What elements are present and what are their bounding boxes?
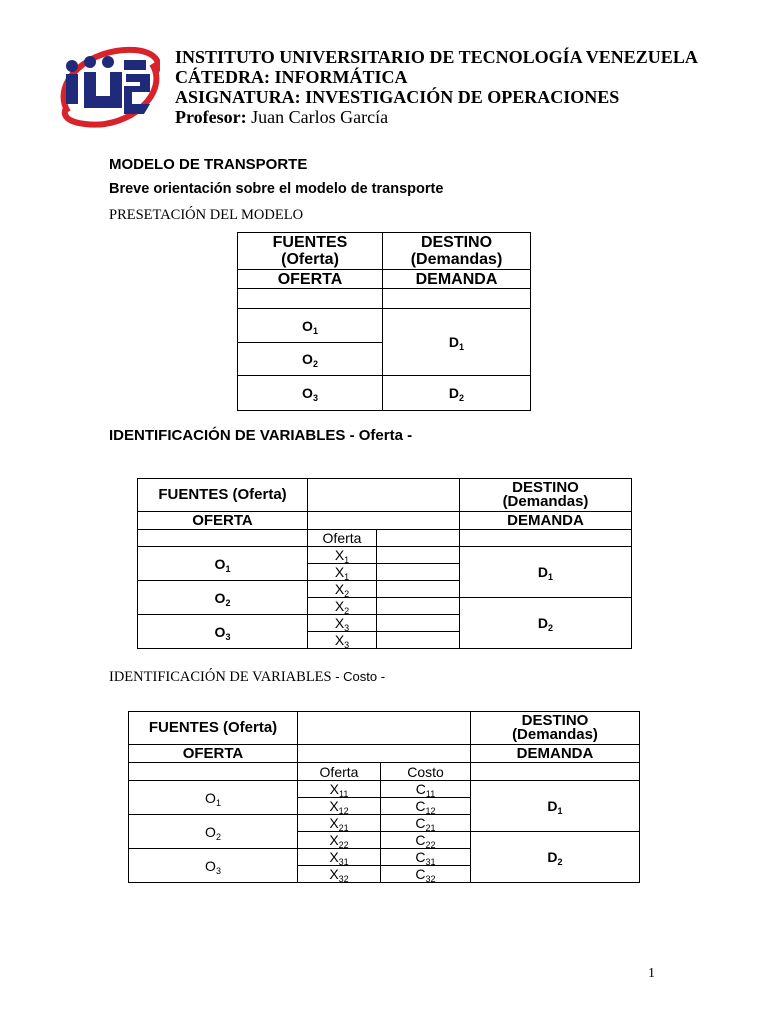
variable-cell: $X_2$ (308, 598, 377, 615)
source-o2: $O_2$ (129, 815, 298, 849)
section-title-oferta: IDENTIFICACIÓN DE VARIABLES - Oferta - (109, 427, 413, 444)
source-o3: $O_3$ (138, 615, 308, 649)
empty-cell (377, 632, 460, 649)
header-oferta: OFERTA (138, 512, 308, 530)
header-fuentes: FUENTES (Oferta) (238, 233, 383, 270)
header-destino: DESTINO (Demandas) (383, 233, 531, 270)
header-fuentes: FUENTES (Oferta) (138, 479, 308, 512)
empty-cell (460, 530, 632, 547)
variable-cell: $X_2$ (308, 581, 377, 598)
empty-cell (308, 479, 460, 512)
caption-presentacion: PRESETACIÓN DEL MODELO (109, 207, 304, 223)
institute-logo (60, 42, 160, 132)
column-costo: Costo (381, 763, 471, 781)
institute-name: INSTITUTO UNIVERSITARIO DE TECNOLOGÍA VENEZUELA (175, 47, 698, 67)
header-destino: DESTINO (Demandas) (460, 479, 632, 512)
asignatura: ASIGNATURA: INVESTIGACIÓN DE OPERACIONES (175, 87, 620, 107)
header (175, 47, 698, 127)
demand-d1: $D_1$ (460, 547, 632, 598)
profesor (175, 107, 698, 127)
column-oferta: Oferta (308, 530, 377, 547)
source-o1: $O_1$ (238, 309, 383, 343)
variable-cell: $X_1$ (308, 547, 377, 564)
variable-cell: $X_{12}$ (298, 798, 381, 815)
header-demanda: DEMANDA (383, 270, 531, 289)
empty-cell (377, 564, 460, 581)
empty-cell (238, 289, 383, 309)
variable-cell: $X_{31}$ (298, 849, 381, 866)
header-oferta: OFERTA (238, 270, 383, 289)
header-demanda: DEMANDA (471, 745, 640, 763)
empty-cell (377, 530, 460, 547)
cost-cell: $C_{11}$ (381, 781, 471, 798)
source-o2: $O_2$ (238, 343, 383, 376)
empty-cell (383, 289, 531, 309)
source-o2: $O_2$ (138, 581, 308, 615)
header-destino: DESTINO (Demandas) (471, 712, 640, 745)
demand-d2: $D_2$ (471, 832, 640, 883)
variables-costo-table (128, 711, 640, 883)
cost-cell: $C_{32}$ (381, 866, 471, 883)
source-o1: $O_1$ (129, 781, 298, 815)
variable-cell: $X_{11}$ (298, 781, 381, 798)
source-o3: $O_3$ (238, 376, 383, 411)
variables-oferta-table (137, 478, 632, 649)
page-number: 1 (648, 966, 655, 981)
empty-cell (298, 745, 471, 763)
section-title-costo: IDENTIFICACIÓN DE VARIABLES - Costo - (109, 669, 386, 685)
cost-cell: $C_{21}$ (381, 815, 471, 832)
empty-cell (377, 615, 460, 632)
profesor-label: Profesor: (175, 107, 247, 127)
section-subtitle: Breve orientación sobre el modelo de transporte (109, 181, 444, 197)
empty-cell (377, 598, 460, 615)
variable-cell: $X_{32}$ (298, 866, 381, 883)
demand-d1: $D_1$ (471, 781, 640, 832)
demand-d2: $D_2$ (460, 598, 632, 649)
demand-d2: $D_2$ (383, 376, 531, 411)
section-title-modelo: MODELO DE TRANSPORTE (109, 156, 308, 173)
cost-cell: $C_{12}$ (381, 798, 471, 815)
column-oferta: Oferta (298, 763, 381, 781)
empty-cell (471, 763, 640, 781)
presentation-table (237, 232, 531, 411)
source-o1: $O_1$ (138, 547, 308, 581)
empty-cell (129, 763, 298, 781)
variable-cell: $X_{21}$ (298, 815, 381, 832)
empty-cell (138, 530, 308, 547)
empty-cell (377, 547, 460, 564)
header-demanda: DEMANDA (460, 512, 632, 530)
header-oferta: OFERTA (129, 745, 298, 763)
demand-d1: $D_1$ (383, 309, 531, 376)
cost-cell: $C_{31}$ (381, 849, 471, 866)
variable-cell: $X_{22}$ (298, 832, 381, 849)
variable-cell: $X_3$ (308, 632, 377, 649)
profesor-name: Juan Carlos García (251, 107, 389, 127)
empty-cell (308, 512, 460, 530)
empty-cell (298, 712, 471, 745)
variable-cell: $X_3$ (308, 615, 377, 632)
header-fuentes: FUENTES (Oferta) (129, 712, 298, 745)
catedra: CÁTEDRA: INFORMÁTICA (175, 67, 408, 87)
source-o3: $O_3$ (129, 849, 298, 883)
variable-cell: $X_1$ (308, 564, 377, 581)
cost-cell: $C_{22}$ (381, 832, 471, 849)
empty-cell (377, 581, 460, 598)
